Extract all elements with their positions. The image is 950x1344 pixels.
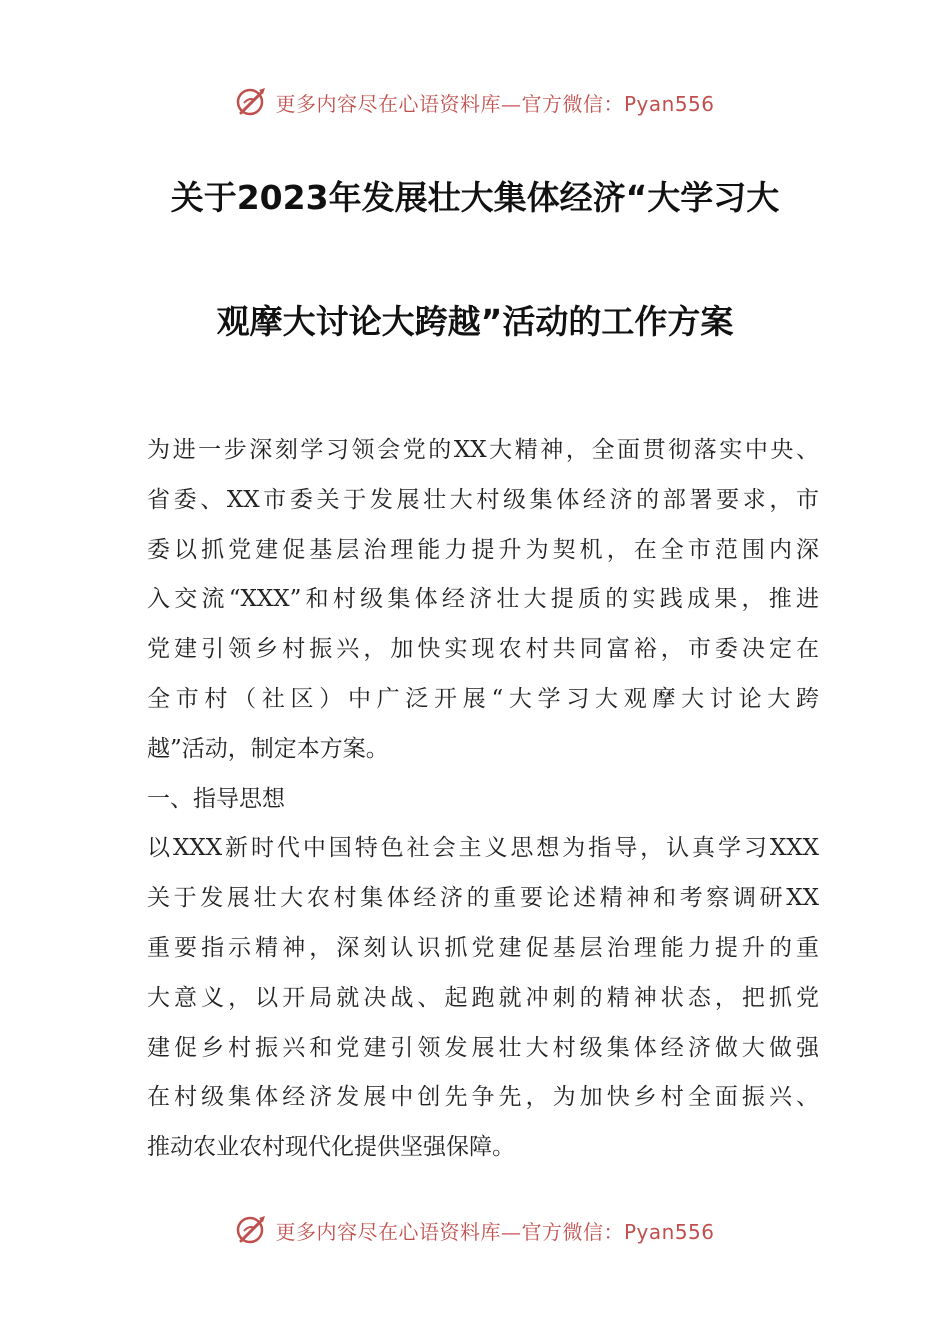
body-line: 委以抓党建促基层治理能力提升为契机，在全市范围内深 [147,536,819,563]
body-line: 越”活动，制定本方案。 [147,735,389,762]
body-line: 在村级集体经济发展中创先争先，为加快乡村全面振兴、 [147,1084,819,1111]
body-line: 建促乡村振兴和党建引领发展壮大村级集体经济做大做强 [147,1034,819,1061]
body-line: 大意义，以开局就决战、起跑就冲刺的精神状态，把抓党 [147,984,819,1011]
document-body [147,426,819,1173]
pen-logo-icon [235,85,269,119]
body-line: 党建引领乡村振兴，加快实现农村共同富裕，市委决定在 [147,636,819,663]
body-line: 以XXX新时代中国特色社会主义思想为指导，认真学习XXX [147,835,819,862]
body-line: 关于发展壮大农村集体经济的重要论述精神和考察调研XX [147,885,819,912]
body-line: 省委、XX市委关于发展壮大村级集体经济的部署要求，市 [147,486,819,513]
watermark-handle: Pyan556 [623,91,715,116]
watermark-text: 更多内容尽在心语资料库—官方微信：Pyan556 [275,1219,715,1244]
body-line: 入交流“XXX”和村级集体经济壮大提质的实践成果，推进 [147,586,819,613]
document-title-line-1: 关于2023年发展壮大集体经济“大学习大 [170,178,780,217]
body-line: 为进一步深刻学习领会党的XX大精神，全面贯彻落实中央、 [147,437,819,463]
body-line: 全市村（社区）中广泛开展“大学习大观摩大讨论大跨 [147,685,819,712]
section-heading: 一、指导思想 [147,785,285,812]
body-line: 推动农业农村现代化提供坚强保障。 [147,1134,515,1161]
body-line: 重要指示精神，深刻认识抓党建促基层治理能力提升的重 [147,934,819,961]
watermark-banner-bottom [0,1208,950,1252]
pen-logo-icon [235,1213,269,1247]
watermark-banner-top [0,80,950,124]
watermark-text: 更多内容尽在心语资料库—官方微信：Pyan556 [275,91,715,116]
watermark-handle: Pyan556 [623,1219,715,1244]
document-title-line-2: 观摩大讨论大跨越”活动的工作方案 [216,302,734,341]
